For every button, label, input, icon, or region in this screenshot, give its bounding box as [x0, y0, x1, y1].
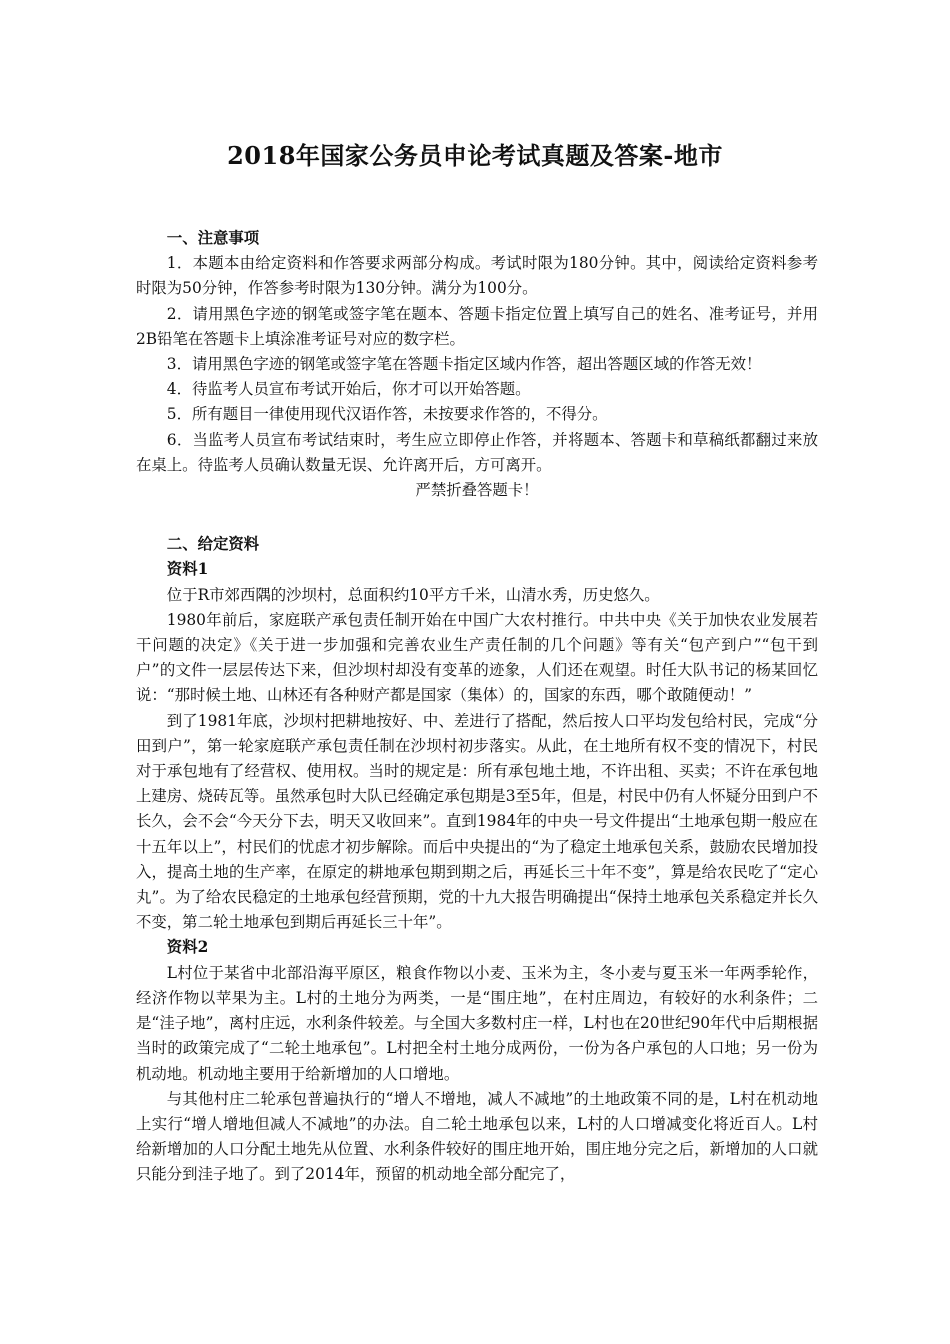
material-paragraph: 与其他村庄二轮承包普遍执行的“增人不增地，减人不减地”的土地政策不同的是，L村在机动地上实行“增人增地但减人不减地”的办法。自二轮土地承包以来，L村的人口增减变化将近百人。L村给新增加的人口分配土地先从位置、水利条件较好的围庄地开始，围庄地分完之后，新增加的人口就只能分到洼子地了。到了2014年，预留的机动地全部分配完了， [136, 1089, 818, 1184]
material-label: 资料2 [166, 938, 209, 957]
section-heading-materials: 二、给定资料 [166, 535, 260, 554]
note-item: 3．请用黑色字迹的钢笔或签字笔在答题卡指定区域内作答，超出答题区域的作答无效！ [166, 355, 762, 374]
material-paragraph: L村位于某省中北部沿海平原区，粮食作物以小麦、玉米为主，冬小麦与夏玉米一年两季轮作，经济作物以苹果为主。L村的土地分为两类，一是“围庄地”，在村庄周边，有较好的水利条件；二是“洼子地”，离村庄远，水利条件较差。与全国大多数村庄一样，L村也在20世纪90年代中后期根据当时的政策完成了“二轮土地承包”。L村把全村土地分成两份，一份为各户承包的人口地；另一份为机动地。机动地主要用于给新增加的人口增地。 [136, 963, 818, 1083]
note-item: 4．待监考人员宣布考试开始后，你才可以开始答题。 [166, 380, 531, 399]
note-item: 5．所有题目一律使用现代汉语作答，未按要求作答的，不得分。 [166, 405, 608, 424]
material-paragraph: 1980年前后，家庭联产承包责任制开始在中国广大农村推行。中共中央《关于加快农业发展若干问题的决定》《关于进一步加强和完善农业生产责任制的几个问题》等有关“包产到户”“包干到户”的文件一层层传达下来，但沙坝村却没有变革的迹象，人们还在观望。时任大队书记的杨某回忆说：“那时候土地、山林还有各种财产都是国家（集体）的，国家的东西，哪个敢随便动！” [136, 610, 818, 705]
material-paragraph: 到了1981年底，沙坝村把耕地按好、中、差进行了搭配，然后按人口平均发包给村民，完成“分田到户”，第一轮家庭联产承包责任制在沙坝村初步落实。从此，在土地所有权不变的情况下，村民对于承包地有了经营权、使用权。当时的规定是：所有承包地土地，不许出租、买卖；不许在承包地上建房、烧砖瓦等。虽然承包时大队已经确定承包期是3至5年，但是，村民中仍有人怀疑分田到户不长久，会不会“今天分下去，明天又收回来”。直到1984年的中央一号文件提出“土地承包期一般应在十五年以上”，村民们的忧虑才初步解除。而后中央提出的“为了稳定土地承包关系，鼓励农民增加投入，提高土地的生产率，在原定的耕地承包期到期之后，再延长三十年不变”，算是给农民吃了“定心丸”。为了给农民稳定的土地承包经营预期，党的十九大报告明确提出“保持土地承包关系稳定并长久不变，第二轮土地承包到期后再延长三十年”。 [136, 711, 818, 932]
section-gap [136, 503, 818, 532]
notice-line: 严禁折叠答题卡！ [415, 481, 539, 500]
section-heading-notes: 一、注意事项 [166, 229, 260, 247]
material-label: 资料1 [166, 560, 209, 579]
note-item: 1．本题本由给定资料和作答要求两部分构成。考试时限为180分钟。其中，阅读给定资料参考时限为50分钟，作答参考时限为130分钟。满分为100分。 [136, 254, 818, 298]
note-item: 6．当监考人员宣布考试结束时，考生应立即停止作答，并将题本、答题卡和草稿纸都翻过来放在桌上。待监考人员确认数量无误、允许离开后，方可离开。 [136, 430, 818, 474]
document-title: 2018年国家公务员申论考试真题及答案-地市 [227, 141, 723, 170]
note-item: 2．请用黑色字迹的钢笔或签字笔在题本、答题卡指定位置上填写自己的姓名、准考证号，并用2B铅笔在答题卡上填涂准考证号对应的数字栏。 [136, 304, 818, 348]
material-paragraph: 位于R市郊西隅的沙坝村，总面积约10平方千米，山清水秀，历史悠久。 [166, 585, 660, 604]
document-body [136, 226, 818, 1188]
